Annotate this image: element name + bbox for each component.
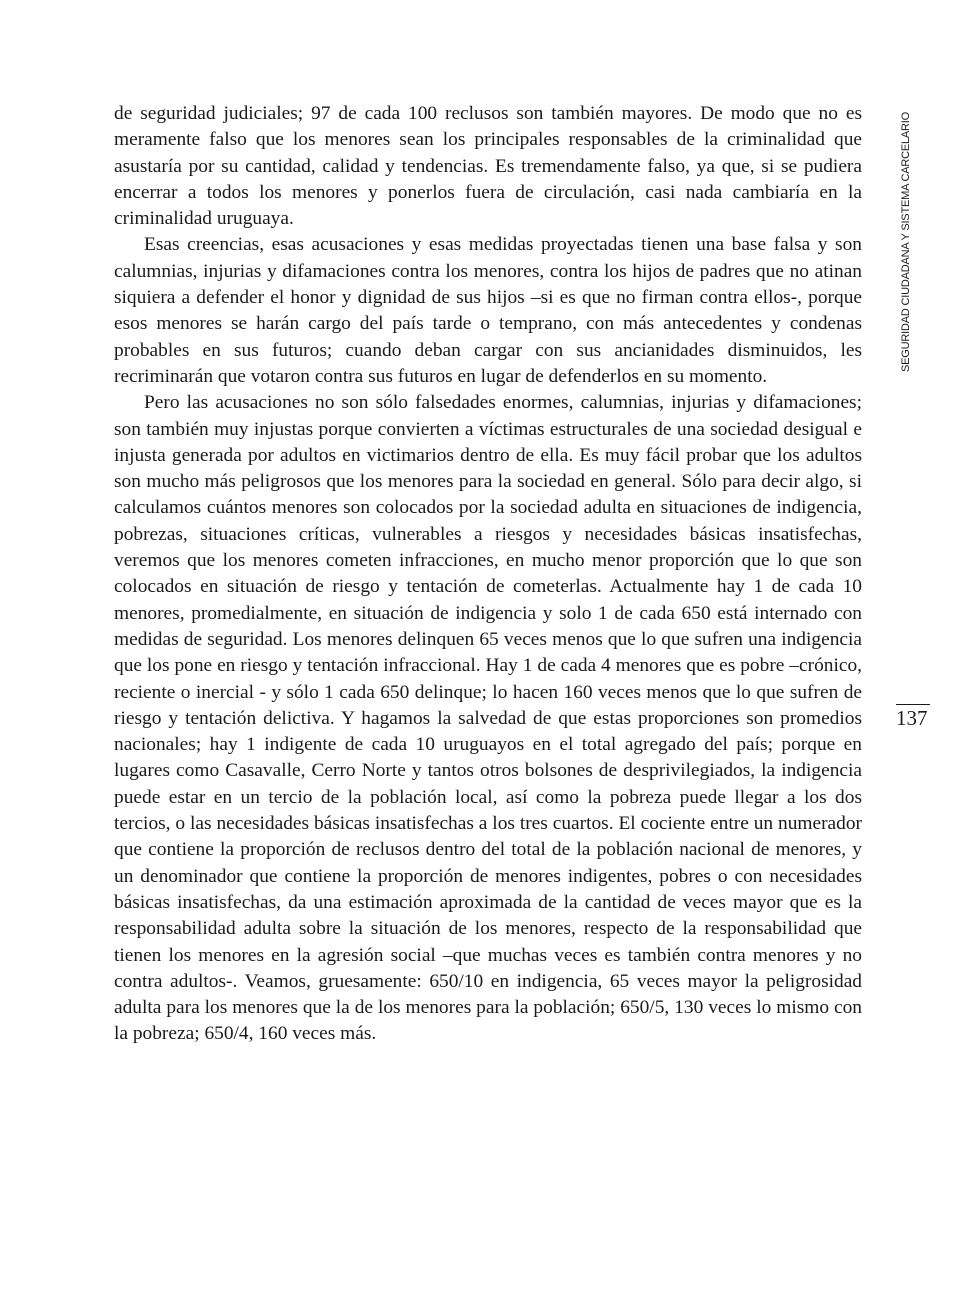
running-head <box>896 101 916 383</box>
paragraph-3: Pero las acusaciones no son sólo falsedades enormes, calumnias, injurias y difamaciones; son también muy injustas porque convierten a víctimas estructurales de una sociedad desigual e injusta generada por adultos en victimarios dentro de ella. Es muy fácil probar que los adultos son mucho más peligrosos que los menores para la sociedad en general. Sólo para decir algo, si calculamos cuántos menores son colocados por la sociedad adulta en situaciones de indigencia, pobrezas, situaciones críticas, vulnerables a riesgos y necesidades básicas insatisfechas, veremos que los menores cometen infracciones, en mucho menor proporción que lo que son colocados en situación de riesgo y tentación de cometerlas. Actualmente hay 1 de cada 10 menores, promedialmente, en situación de indigencia y solo 1 de cada 650 está internado con medidas de seguridad. Los menores delinquen 65 veces menos que lo que sufren una indigencia que los pone en riesgo y tentación infraccional. Hay 1 de cada 4 menores que es pobre –crónico, reciente o inercial - y sólo 1 cada 650 delinque; lo hacen 160 veces menos que lo que sufren de riesgo y tentación delictiva. Y hagamos la salvedad de que estas proporciones son promedios nacionales; hay 1 indigente de cada 10 uruguayos en el total agregado del país; porque en lugares como Casavalle, Cerro Norte y tantos otros bolsones de desprivilegiados, la indigencia puede estar en un tercio de la población local, así como la pobreza puede llegar a los dos tercios, o las necesidades básicas insatisfechas a los tres cuartos. El cociente entre un numerador que contiene la proporción de reclusos dentro del total de la población nacional de menores, y un denominador que contiene la proporción de menores indigentes, pobres o con necesidades básicas insatisfechas, da una estimación aproximada de la cantidad de veces mayor que es la responsabilidad adulta sobre la situación de los menores, respecto de la responsabilidad que tienen los menores en la agresión social –que muchas veces es también contra menores y no contra adultos-. Veamos, gruesamente: 650/10 en indigencia, 65 veces mayor la peligrosidad adulta para los menores que la de los menores para la población; 650/5, 130 veces lo mismo con la pobreza; 650/4, 160 veces más. <box>114 392 862 1045</box>
paragraph-2: Esas creencias, esas acusaciones y esas medidas proyectadas tienen una base falsa y son calumnias, injurias y difamaciones contra los menores, contra los hijos de padres que no atinan siquiera a defender el honor y dignidad de sus hijos –si es que no firman contra ellos-, porque esos menores se harán cargo del país tarde o temprano, con más antecedentes y condenas probables en sus futuros; cuando deban cargar con sus ancianidades disminuidos, les recriminarán que votaron contra sus futuros en lugar de defenderlos en su momento. <box>114 234 862 387</box>
running-head-text: SEGURIDAD CIUDADANA Y SISTEMA CARCELARIO <box>900 112 912 372</box>
paragraph-1: de seguridad judiciales; 97 de cada 100 reclusos son también mayores. De modo que no es meramente falso que los menores sean los principales responsables de la criminalidad que asustaría por su cantidad, calidad y tendencias. Es tremendamente falso, ya que, si se pudiera encerrar a todos los menores y ponerlos fuera de circulación, casi nada cambiaría en la criminalidad uruguaya. <box>114 103 862 230</box>
body-text <box>114 101 862 1048</box>
page-number-rule <box>896 704 930 705</box>
page-number: 137 <box>896 706 928 730</box>
